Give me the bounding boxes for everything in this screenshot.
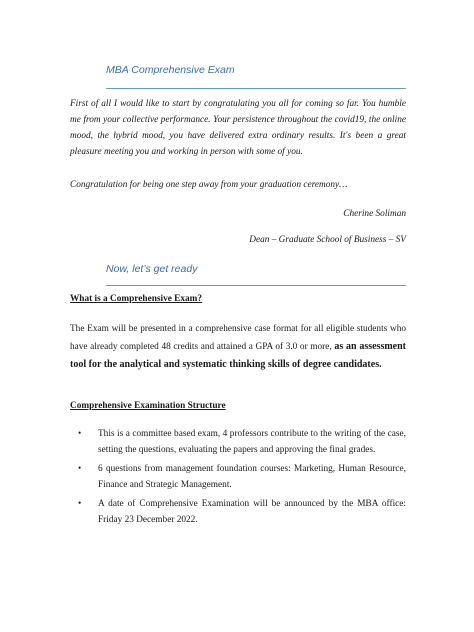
what-is-bold-text: as an assessment tool for the analytical and systematic thinking skills of degree candidates.: [70, 341, 406, 370]
signature-name: Cherine Soliman: [343, 209, 406, 219]
letter-paragraph-1: First of all I would like to start by congratulating you all for coming so far. You humble me from your collective performance. Your persistence throughout the covid19, the online mood, the hybrid mood, you have delivered extra ordinary results. It's been a great pleasure meeting you and working in person with some of you.: [70, 99, 406, 157]
bullet-icon: •: [78, 464, 82, 474]
what-is-paragraph: [70, 321, 406, 374]
list-item-text: This is a committee based exam, 4 professors contribute to the writing of the case, setting the questions, evaluating the papers and approving the final grades.: [98, 429, 406, 455]
section-title-get-ready: Now, let’s get ready: [106, 263, 198, 275]
page-title: MBA Comprehensive Exam: [106, 64, 235, 76]
what-is-text: The Exam will be presented in a comprehensive case format for all eligible students who have already completed 48 credits and attained a GPA of 3.0 or more,: [70, 324, 406, 352]
list-item-text: 6 questions from management foundation courses: Marketing, Human Resource, Finance and Strategic Management.: [98, 464, 406, 490]
list-item: [70, 496, 406, 528]
list-item-text: A date of Comprehensive Examination will be announced by the MBA office: Friday 23 December 2022.: [98, 499, 406, 525]
signature-title: Dean – Graduate School of Business – SV: [249, 235, 406, 245]
structure-heading: Comprehensive Examination Structure: [70, 401, 226, 411]
list-item: [70, 461, 406, 493]
title-underline: [106, 88, 406, 89]
letter-paragraph-2: Congratulation for being one step away from your graduation ceremony…: [70, 180, 348, 190]
section-underline: [106, 285, 406, 286]
bullet-icon: •: [78, 499, 82, 509]
what-is-heading: What is a Comprehensive Exam?: [70, 294, 203, 304]
bullet-icon: •: [78, 429, 82, 439]
structure-bullet-list: [70, 426, 406, 531]
list-item: [70, 426, 406, 458]
